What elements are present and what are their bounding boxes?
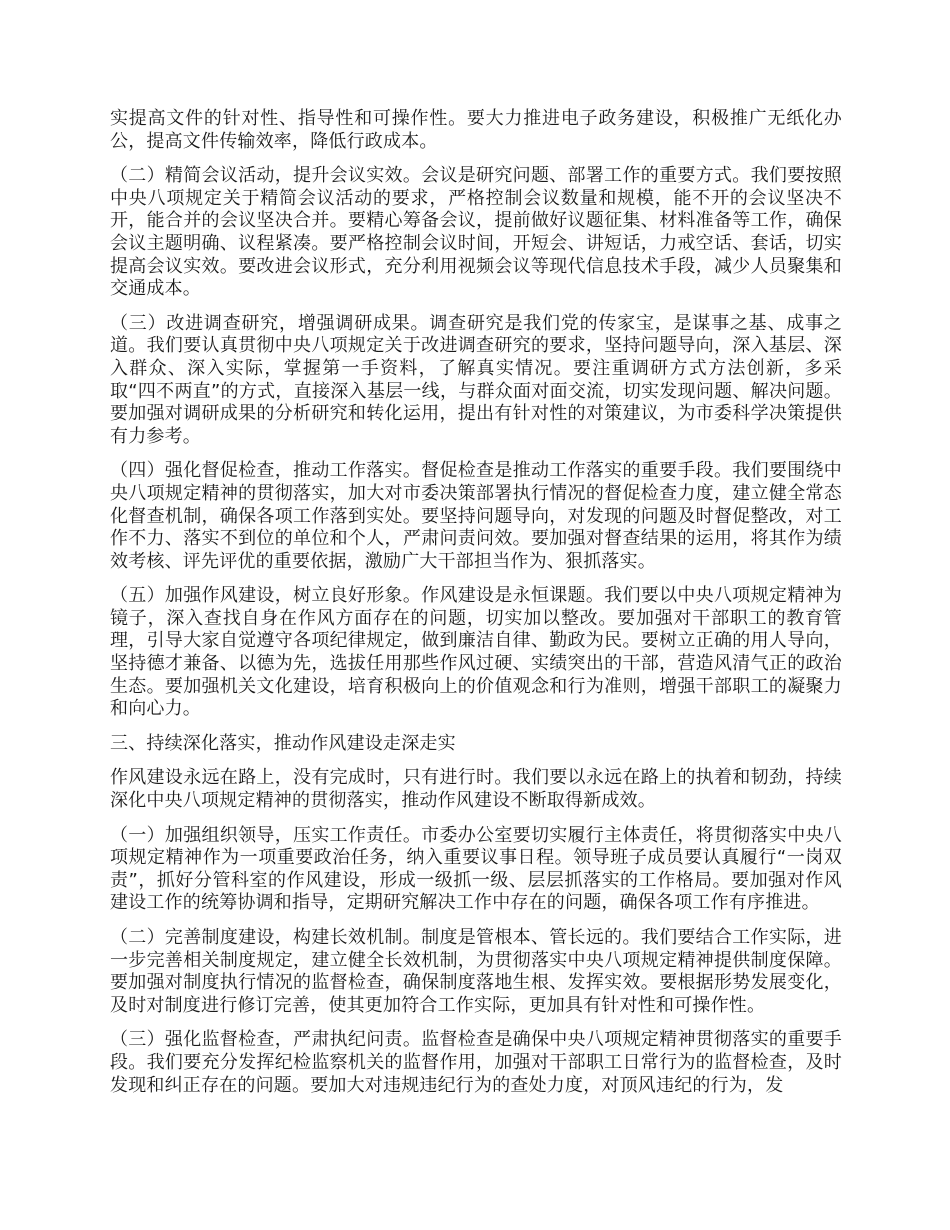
paragraph-improve-research: （三）改进调查研究，增强调研成果。调查研究是我们党的传家宝，是谋事之基、成事之道。我们要认真贯彻中央八项规定关于改进调查研究的要求，坚持问题导向，深入基层、深入群众、深入实际，掌握第一手资料，了解真实情况。要注重调研方式方法创新，多采取“四不两直”的方式，直接深入基层一线，与群众面对面交流，切实发现问题、解决问题。要加强对调研成果的分析研究和转化运用，提出有针对性的对策建议，为市委科学决策提供有力参考。 [110, 312, 842, 447]
paragraph-supervision-inspection: （四）强化督促检查，推动工作落实。督促检查是推动工作落实的重要手段。我们要围绕中央八项规定精神的贯彻落实，加大对市委决策部署执行情况的督促检查力度，建立健全常态化督查机制，确保各项工作落到实处。要坚持问题导向，对发现的问题及时督促整改，对工作不力、落实不到位的单位和个人，严肃问责问效。要加强对督查结果的运用，将其作为绩效考核、评先评优的重要依据，激励广大干部担当作为、狠抓落实。 [110, 460, 842, 572]
paragraph-work-style: （五）加强作风建设，树立良好形象。作风建设是永恒课题。我们要以中央八项规定精神为镜子，深入查找自身在作风方面存在的问题，切实加以整改。要加强对干部职工的教育管理，引导大家自觉遵守各项纪律规定，做到廉洁自律、勤政为民。要树立正确的用人导向，坚持德才兼备、以德为先，选拔任用那些作风过硬、实绩突出的干部，营造风清气正的政治生态。要加强机关文化建设，培育积极向上的价值观念和行为准则，增强干部职工的凝聚力和向心力。 [110, 585, 842, 720]
paragraph-e-government: 实提高文件的针对性、指导性和可操作性。要大力推进电子政务建设，积极推广无纸化办公，提高文件传输效率，降低行政成本。 [110, 108, 842, 152]
paragraph-streamline-meetings: （二）精简会议活动，提升会议实效。会议是研究问题、部署工作的重要方式。我们要按照中央八项规定关于精简会议活动的要求，严格控制会议数量和规模，能不开的会议坚决不开，能合并的会议坚决合并。要精心筹备会议，提前做好议题征集、材料准备等工作，确保会议主题明确、议程紧凑。要严格控制会议时间，开短会、讲短话，力戒空话、套话，切实提高会议实效。要改进会议形式，充分利用视频会议等现代信息技术手段，减少人员聚集和交通成本。 [110, 165, 842, 300]
section-heading-three: 三、持续深化落实，推动作风建设走深走实 [110, 732, 456, 754]
paragraph-discipline-accountability: （三）强化监督检查，严肃执纪问责。监督检查是确保中央八项规定精神贯彻落实的重要手段。我们要充分发挥纪检监察机关的监督作用，加强对干部职工日常行为的监督检查，及时发现和纠正存在的问题。要加大对违规违纪行为的查处力度，对顶风违纪的行为，发 [110, 1029, 842, 1096]
document-page [110, 108, 842, 1109]
paragraph-organizational-leadership: （一）加强组织领导，压实工作责任。市委办公室要切实履行主体责任，将贯彻落实中央八项规定精神作为一项重要政治任务，纳入重要议事日程。领导班子成员要认真履行“一岗双责”，抓好分管科室的作风建设，形成一级抓一级、层层抓落实的工作格局。要加强对作风建设工作的统筹协调和指导，定期研究解决工作中存在的问题，确保各项工作有序推进。 [110, 824, 842, 914]
paragraph-section-intro: 作风建设永远在路上，没有完成时，只有进行时。我们要以永远在路上的执着和韧劲，持续深化中央八项规定精神的贯彻落实，推动作风建设不断取得新成效。 [110, 767, 842, 812]
paragraph-institution-building: （二）完善制度建设，构建长效机制。制度是管根本、管长远的。我们要结合工作实际，进一步完善相关制度规定，建立健全长效机制，为贯彻落实中央八项规定精神提供制度保障。要加强对制度执行情况的监督检查，确保制度落地生根、发挥实效。要根据形势发展变化，及时对制度进行修订完善，使其更加符合工作实际，更加具有针对性和可操作性。 [110, 927, 842, 1016]
